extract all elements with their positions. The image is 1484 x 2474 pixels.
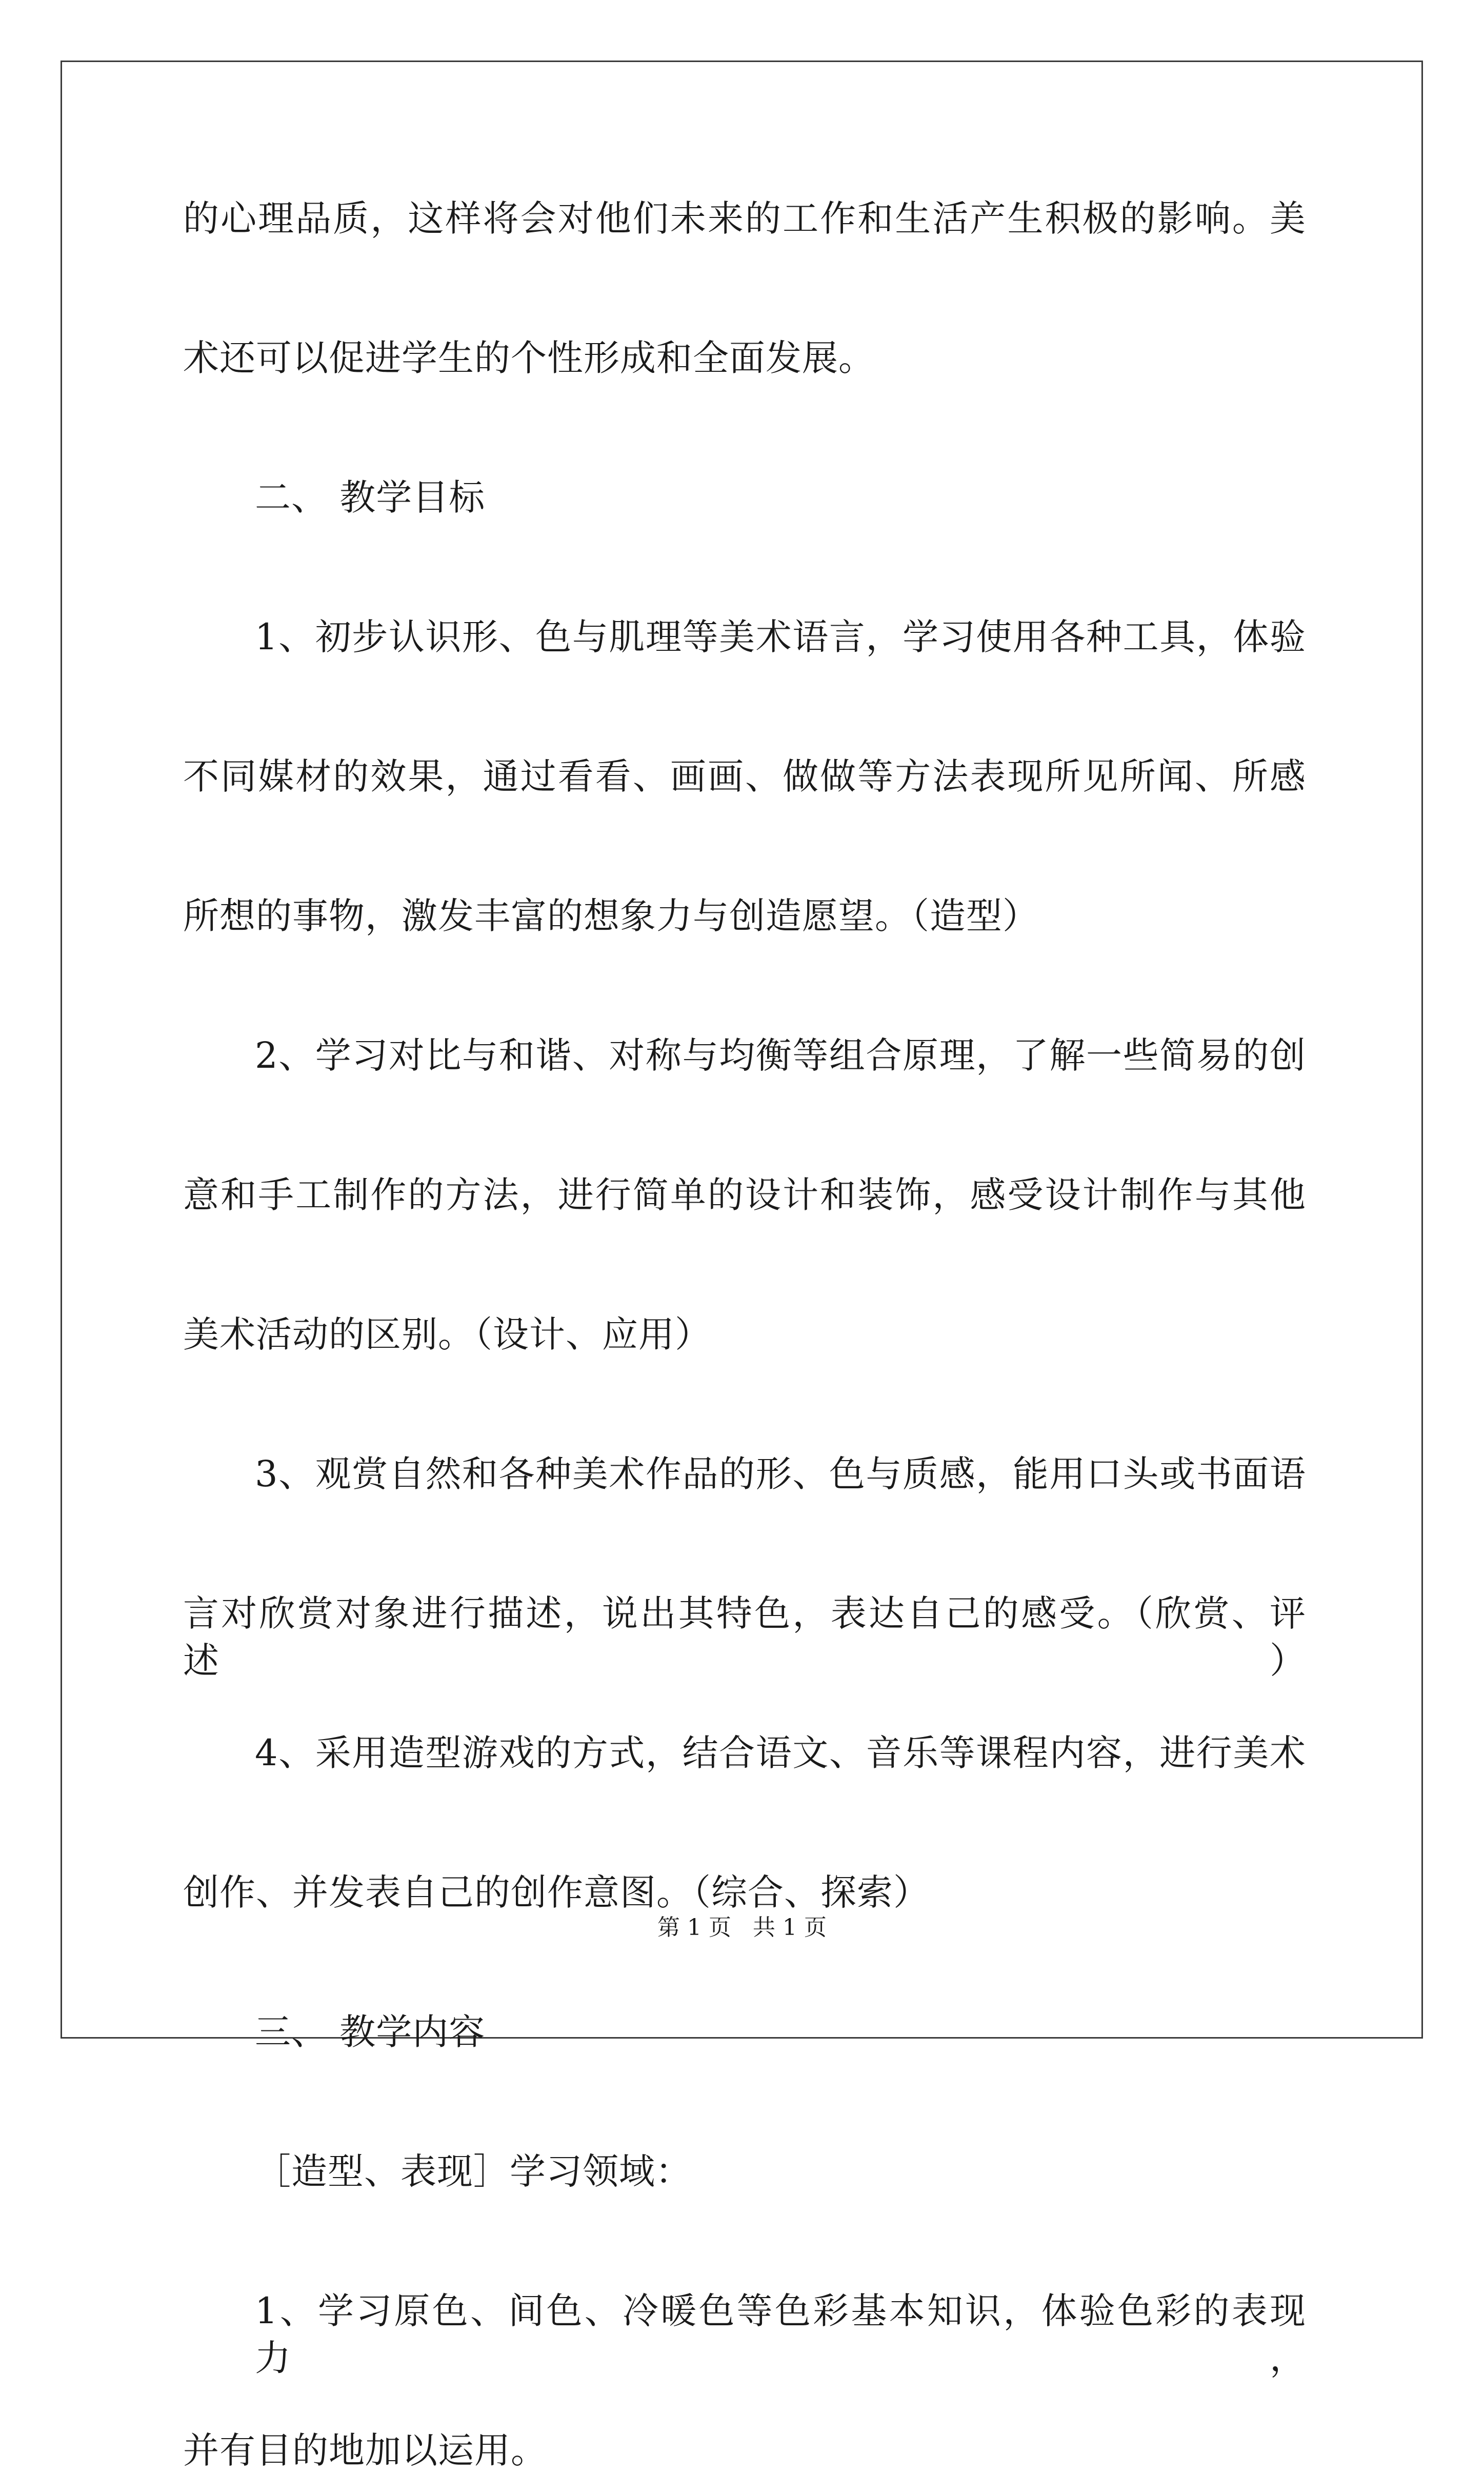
paragraph-line: 不同媒材的效果，通过看看、画画、做做等方法表现所见所闻、所感	[183, 755, 1306, 797]
paragraph-line: 1、初步认识形、色与肌理等美术语言，学习使用各种工具，体验	[255, 616, 1306, 658]
paragraph-line: 创作、并发表自己的创作意图。（综合、探索）	[183, 1871, 930, 1913]
paragraph-line: 美术活动的区别。（设计、应用）	[183, 1313, 711, 1355]
paragraph-line: 的心理品质，这样将会对他们未来的工作和生活产生积极的影响。美	[183, 197, 1306, 240]
paragraph-line: 并有目的地加以运用。	[183, 2429, 547, 2471]
paragraph-line: 术还可以促进学生的个性形成和全面发展。	[183, 337, 875, 379]
paragraph-line: 所想的事物，激发丰富的想象力与创造愿望。（造型）	[183, 895, 1039, 937]
paragraph-line: 4、采用造型游戏的方式，结合语文、音乐等课程内容，进行美术	[255, 1732, 1306, 1774]
subsection-heading: ［造型、表现］学习领域：	[255, 2150, 692, 2192]
section-heading: 二、 教学目标	[255, 476, 486, 518]
page-total: 共 1 页	[753, 1914, 827, 1941]
page-footer	[0, 1909, 1484, 1942]
section-heading: 三、 教学内容	[255, 2011, 486, 2053]
document-body	[183, 195, 1306, 2474]
paragraph-line: 1、学习原色、间色、冷暖色等色彩基本知识，体验色彩的表现力，	[255, 2290, 1306, 2379]
page-number: 第 1 页	[657, 1914, 731, 1941]
paragraph-line: 意和手工制作的方法，进行简单的设计和装饰，感受设计制作与其他	[183, 1174, 1306, 1216]
paragraph-line: 言对欣赏对象进行描述，说出其特色，表达自己的感受。（欣赏、评述）	[183, 1592, 1306, 1682]
paragraph-line: 2、学习对比与和谐、对称与均衡等组合原理，了解一些简易的创	[255, 1034, 1306, 1076]
paragraph-line: 3、观赏自然和各种美术作品的形、色与质感，能用口头或书面语	[255, 1453, 1306, 1495]
